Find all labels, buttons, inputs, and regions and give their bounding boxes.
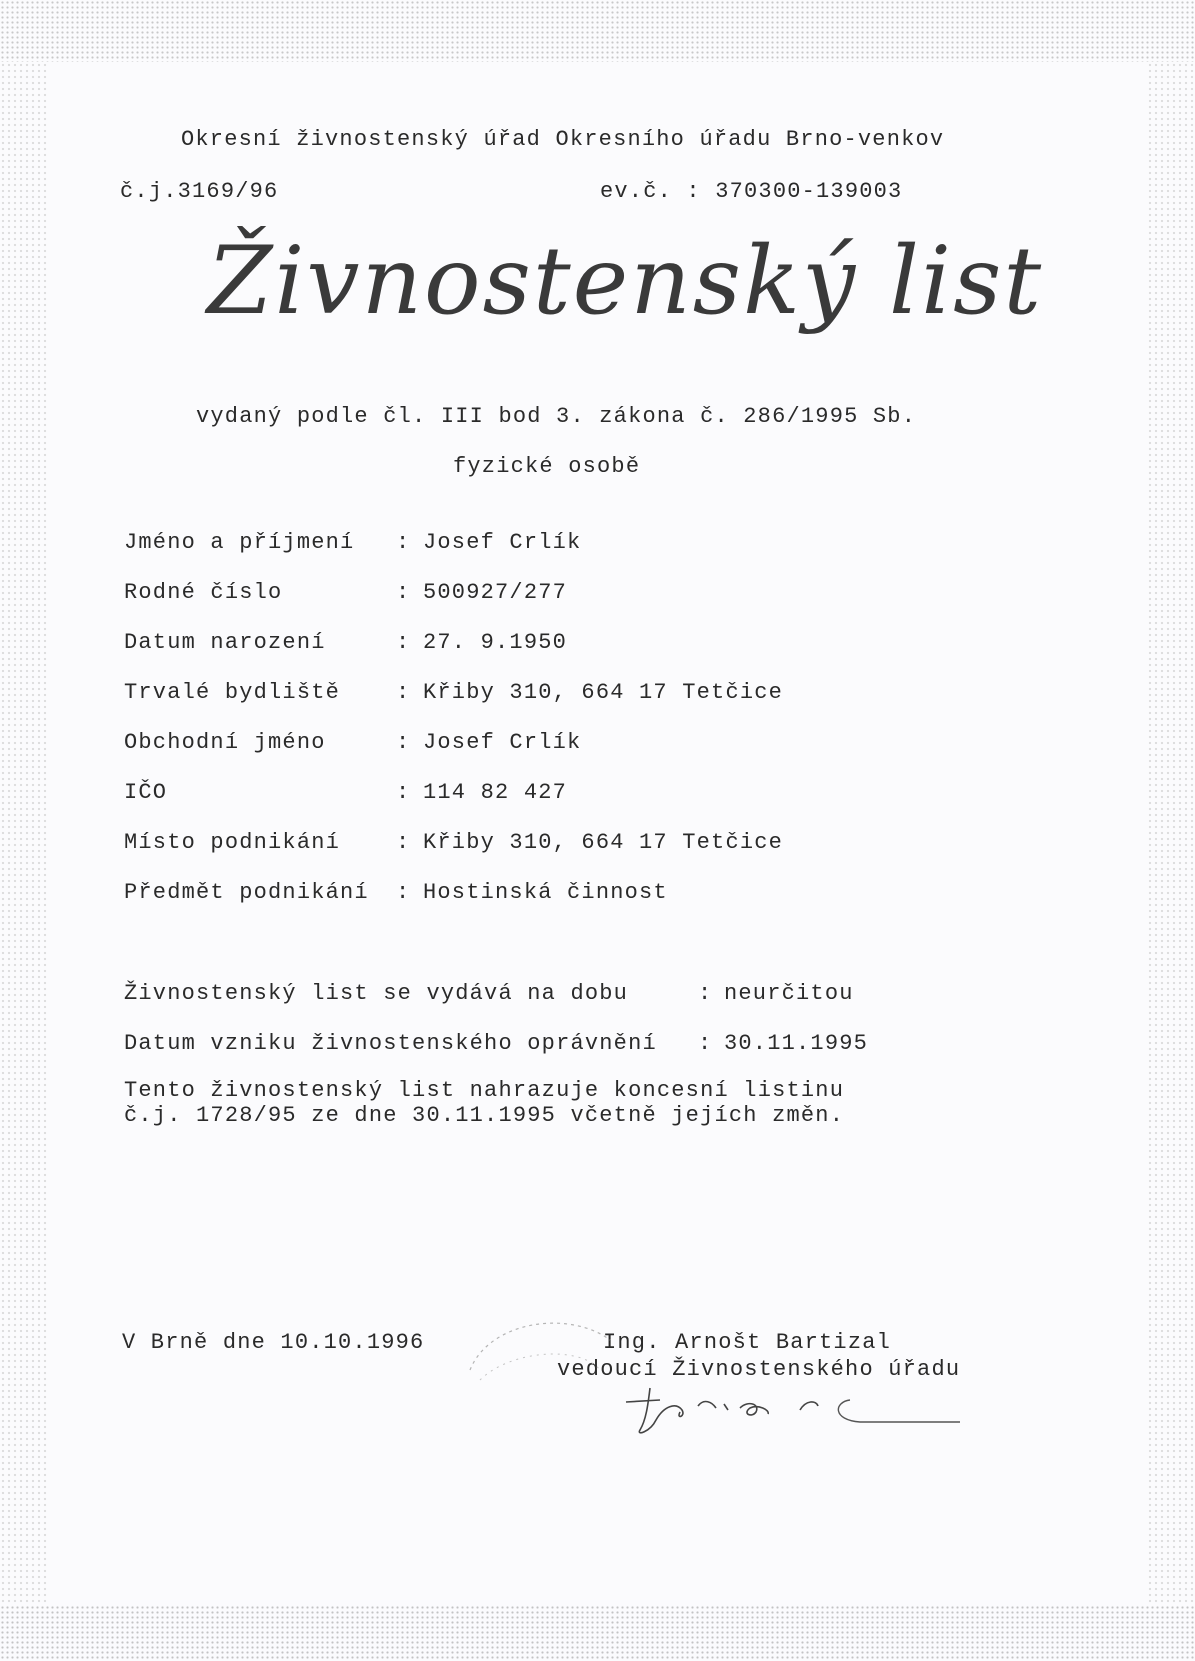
faint-stamp — [460, 1300, 620, 1390]
field-label: Jméno a příjmení — [124, 530, 355, 555]
field-label: Předmět podnikání — [124, 880, 369, 905]
document-title: Živnostenský list — [207, 227, 1044, 336]
field-separator: : — [396, 580, 410, 605]
reference-number: č.j.3169/96 — [120, 179, 279, 204]
field-label: IČO — [124, 780, 168, 805]
field-separator: : — [396, 780, 410, 805]
registration-number: ev.č. : 370300-139003 — [600, 179, 903, 204]
legal-basis: vydaný podle čl. III bod 3. zákona č. 286/1995 Sb. — [196, 404, 917, 429]
field-separator: : — [396, 530, 410, 555]
field-value: Křiby 310, 664 17 Tetčice — [423, 830, 784, 855]
field-label: Datum narození — [124, 630, 326, 655]
field-value: Josef Crlík — [423, 730, 582, 755]
signer-role: vedoucí Živnostenského úřadu — [557, 1357, 961, 1382]
field-label: Obchodní jméno — [124, 730, 326, 755]
field-separator: : — [396, 630, 410, 655]
field-value: 114 82 427 — [423, 780, 568, 805]
origin-value: 30.11.1995 — [724, 1031, 869, 1056]
note-line: Tento živnostenský list nahrazuje koncesní listinu — [124, 1078, 845, 1103]
field-separator: : — [698, 1031, 712, 1056]
field-value: 500927/277 — [423, 580, 568, 605]
field-label: Trvalé bydliště — [124, 680, 341, 705]
field-label: Místo podnikání — [124, 830, 341, 855]
note-line: č.j. 1728/95 ze dne 30.11.1995 včetně jejích změn. — [124, 1103, 845, 1128]
field-value: 27. 9.1950 — [423, 630, 568, 655]
signer-name: Ing. Arnošt Bartizal — [603, 1330, 892, 1355]
field-separator: : — [698, 981, 712, 1006]
replacement-note — [124, 1078, 844, 1128]
place-and-date: V Brně dne 10.10.1996 — [122, 1330, 425, 1355]
field-separator: : — [396, 730, 410, 755]
field-separator: : — [396, 830, 410, 855]
field-value: Křiby 310, 664 17 Tetčice — [423, 680, 784, 705]
field-value: Hostinská činnost — [423, 880, 668, 905]
field-value: Josef Crlík — [423, 530, 582, 555]
validity-label: Živnostenský list se vydává na dobu — [124, 981, 629, 1006]
decorative-border-bottom — [0, 1605, 1195, 1661]
field-label: Rodné číslo — [124, 580, 283, 605]
decorative-border-left — [0, 62, 48, 1605]
subject-type: fyzické osobě — [453, 454, 641, 479]
decorative-border-top — [0, 0, 1195, 62]
issuing-authority: Okresní živnostenský úřad Okresního úřadu Brno-venkov — [181, 127, 945, 152]
handwritten-signature — [620, 1380, 960, 1440]
field-separator: : — [396, 680, 410, 705]
decorative-border-right — [1147, 62, 1195, 1605]
origin-label: Datum vzniku živnostenského oprávnění — [124, 1031, 657, 1056]
validity-value: neurčitou — [724, 981, 854, 1006]
field-separator: : — [396, 880, 410, 905]
